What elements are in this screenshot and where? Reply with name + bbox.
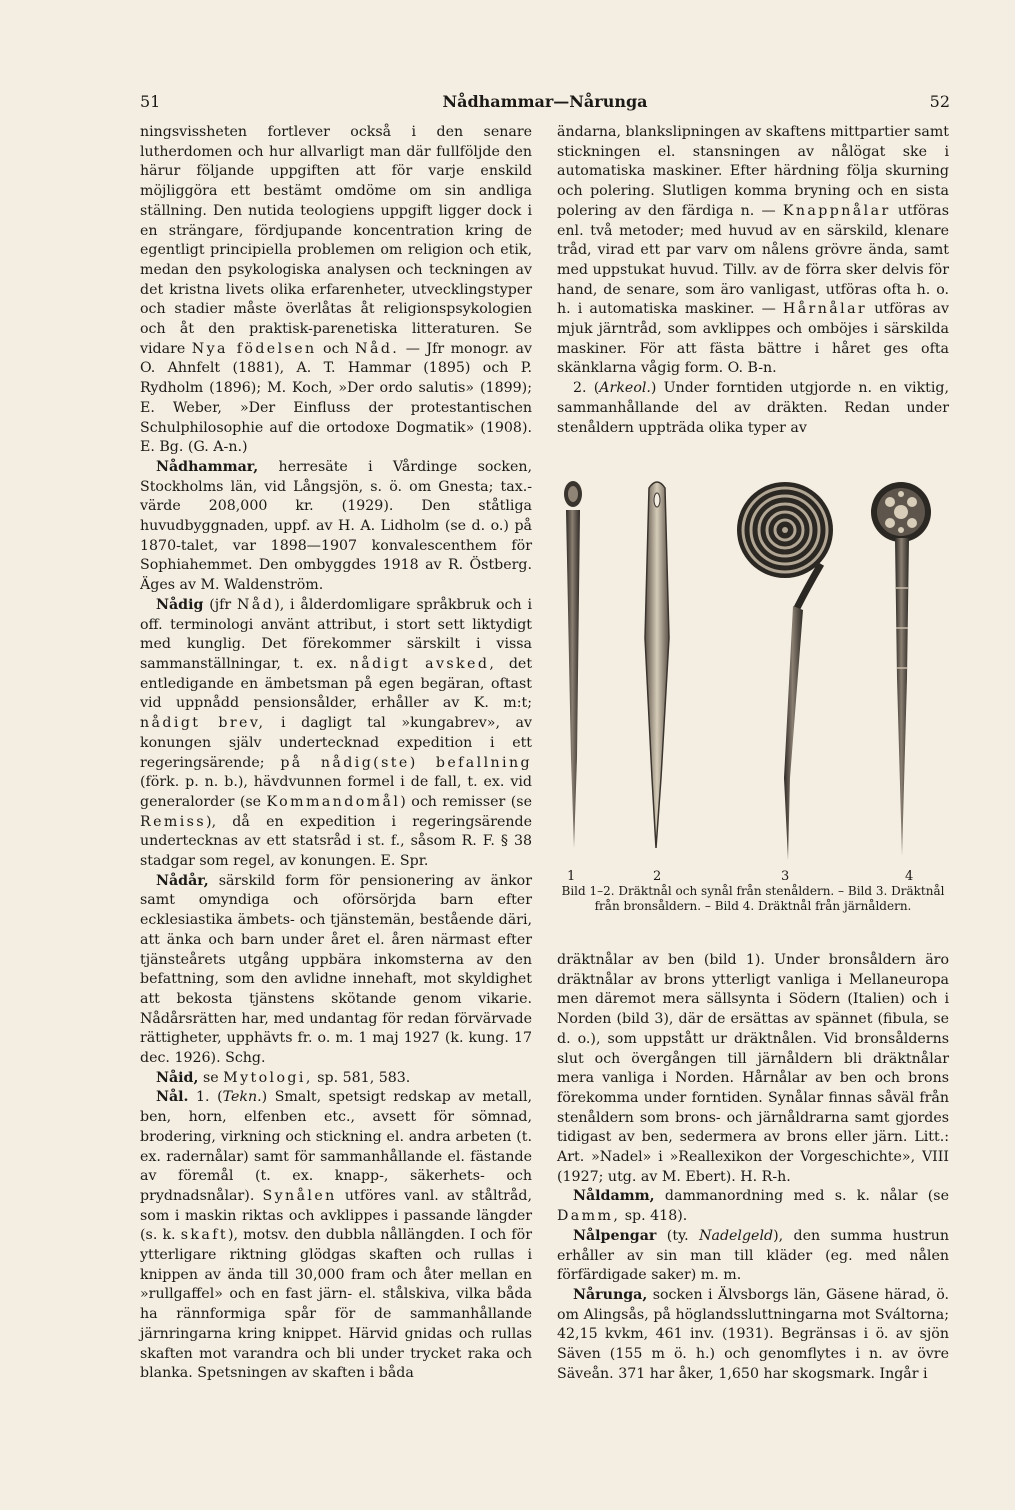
figure-label-3: 3 <box>781 869 790 884</box>
entry-naid: Nåid, se Mytologi, sp. 581, 583. <box>156 1069 411 1086</box>
entry-nal-continued: ändarna, blankslipningen av skaftens mittpartier samt stickningen el. stansningen av nålögat ske i automatiska maskiner. Efter härdning följa skurning och polering. Slutligen komma bryning och en sista polering av den färdiga n. — Knappnålar utföras enl. två metoder; med huvud av en särskild, klenare tråd, virad ett par varv om nålens grövre ända, samt med uppstukat huvud. Tillv. av de förra sker delvis för hand, de senare, som äro vanligast, utföras ofta h. o. h. i automatiska maskiner. — Hårnålar utföras av mjuk järntråd, som avklippes och omböjes i särskilda maskiner. För att fästa bättre i håret ges ofta skänklarna vågig form. O. B-n. <box>557 124 949 377</box>
entry-head: Nårunga, <box>573 1286 648 1303</box>
entry-nadig: Nådig (jfr Nåd), i ålderdomligare språkbruk och i off. terminologi använt attribut, i stort sett liktydigt med kunglig. Det förekommer särskilt i vissa sammanställningar, t. ex. nådigt avsked, det entledigande en ämbetsman på egen begäran, oftast vid uppnådd pensionsålder, erhåller av K. m:t; nådigt brev, i dagligt tal »kungabrev», av konungen själv undertecknad expedition i ett regeringsärende; på nådig(ste) befallning (förk. p. n. b.), hävdvunnen formel i de fall, t. ex. vid generalorder (se Kommandomål) och remisser (se Remiss), då en expedition i regeringsärende undertecknas av ett statsråd i st. f., såsom R. F. § 38 stadgar som regel, av konungen. E. Spr. <box>140 596 533 870</box>
figure-label-4: 4 <box>905 869 914 884</box>
entry-nal-arkeol: 2. (Arkeol.) Under forntiden utgjorde n. en viktig, sammanhållande del av dräkten. Redan under stenåldern uppträda olika typer av <box>557 380 949 436</box>
figure-label-1: 1 <box>567 869 576 884</box>
disc-pin-4 <box>871 482 931 856</box>
needles-illustration <box>557 478 949 878</box>
entry-nal-arkeol-continued: dräktnålar av ben (bild 1). Under bronsåldern äro dräktnålar av brons ytterligt vanliga i Mellaneuropa men däremot mera sällsynta i Södern (Italien) och i Norden (bild 3), där de ersättas av spännet (fibula, se d. o.), som uppstått ur dräktnålen. Vid bronsålderns slut och övergången till järnåldern bli dräktnålar mera vanliga i Norden. Hårnålar av ben och brons förekomma under forntiden. Synålar finnas såväl från stenåldern som brons- och järnåldrarna samt gjordes tidigast av ben, sedermera av brons eller järn. Litt.: Art. »Nadel» i »Reallexikon der Vorgeschichte», VIII (1927; utg. av M. Ebert). H. R-h. <box>557 952 949 1185</box>
figure-caption: Bild 1–2. Dräktnål och synål från stenåldern. – Bild 3. Dräktnål från bronsåldern. – Bild 4. Dräktnål från järnåldern. <box>561 884 945 913</box>
page-header <box>140 92 950 116</box>
page-number-right: 52 <box>929 92 950 111</box>
right-column-bottom <box>557 951 949 1384</box>
paragraph-nad-continued: ningsvissheten fortlever också i den senare lutherdomen och hur allvarligt man där fullföljde den härur följande uppgiften att för varje enskild möjliggöra ett bestämt omdöme om sin andliga ställning. Den nutida teologiens uppgift ligger dock i en strängare, fördjupande koncentration kring de egentligt principiella problemen om religion och etik, medan den psykologiska analysen och teckningen av det kristna livets olika erfarenheter, utvecklingstyper och stadier måste överlåtas åt religionspsykologien och åt den praktisk-parenetiska litteraturen. Se vidare Nya födelsen och Nåd. — Jfr monogr. av O. Ahnfelt (1881), A. T. Hammar (1895) och P. Rydholm (1896); M. Koch, »Der ordo salutis» (1899); E. Weber, »Der Einfluss der protestantischen Schulphilosophie auf die ortodoxe Dogmatik» (1908). E. Bg. (G. A-n.) <box>140 124 533 456</box>
left-column <box>140 123 532 1384</box>
figure-label-2: 2 <box>653 869 662 884</box>
running-title: Nådhammar—Nårunga <box>442 92 648 111</box>
entry-head: Nådig <box>156 596 204 613</box>
entry-head: Nåid, <box>156 1069 199 1086</box>
sewing-needle-2 <box>645 482 669 848</box>
entry-nadhammar: Nådhammar, herresäte i Vårdinge socken, Stockholms län, vid Långsjön, s. ö. om Gnesta; tax.-värde 208,000 kr. (1929). Den ståtliga huvudbyggnaden, uppf. av H. A. Lidholm (se d. o.) på 1870-talet, var 1898—1907 konvalescenthem för Sophiahemmet. Den ombyggdes 1918 av R. Östberg. Äges av M. Waldenström. <box>140 458 532 594</box>
entry-head: Nådår, <box>156 872 209 889</box>
bone-pin-1 <box>564 481 582 848</box>
needles-figure <box>557 478 949 933</box>
entry-head: Nål. <box>156 1089 189 1106</box>
entry-nalpengar: Nålpengar (ty. Nadelgeld), den summa hustrun erhåller av sin man till kläder (eg. med nålen förfärdigade saker) m. m. <box>557 1227 949 1284</box>
entry-narunga: Nårunga, socken i Älvsborgs län, Gäsene härad, ö. om Alingsås, på höglandssluttningarna mot Sváltorna; 42,15 kvkm, 461 inv. (1931). Begränsas i ö. av sjön Säven (155 m ö. h.) och genomflytes i n. av övre Säveån. 371 har åker, 1,650 har skogsmark. Ingår i <box>557 1286 949 1382</box>
entry-head: Nålpengar <box>573 1227 657 1244</box>
entry-nal: Nål. 1. (Tekn.) Smalt, spetsigt redskap av metall, ben, horn, elfenben etc., avsett för sömnad, brodering, virkning och stickning el. andra arbeten (t. ex. radernålar) samt för sammanhållande el. fästande av föremål (t. ex. knapp-, säkerhets- och prydnadsnålar). Synålen utföres vanl. av ståltråd, som i maskin riktas och avklippes i passande längder (s. k. skaft), motsv. den dubbla nållängden. I och för ytterligare riktning glödgas skaften och rullas i knippen av ända till 30,000 fram och åter mellan en »rullgaffel» och en fast järn- el. stålskiva, vilka båda ha rännformiga spår för de sammanhållande järnringarna kring knippet. Härvid gnidas och rullas skaften mot varandra och bli under trycket raka och blanka. Spetsningen av skaften i båda <box>140 1089 533 1382</box>
entry-head: Nådhammar, <box>156 458 259 475</box>
spiral-pin-3 <box>737 482 833 860</box>
entry-nadar: Nådår, särskild form för pensionering av änkor samt omyndiga och oförsörjda barn efter ecklesiastika ämbets- och tjänstemän, bestående däri, att änka och barn under året el. åren närmast efter tjänsteårets utgång uppbära inkomsterna av den befattning, som den avlidne innehaft, mot skyldighet att bekosta tjänstens skötande genom vikarie. Nådårsrätten har, med undantag för redan förvärvade rättigheter, upphävts fr. o. m. 1 maj 1927 (k. kung. 17 dec. 1926). Schg. <box>140 872 532 1067</box>
page-number-left: 51 <box>140 92 161 111</box>
entry-head: Nåldamm, <box>573 1188 655 1205</box>
entry-naldamm: Nåldamm, dammanordning med s. k. nålar (se Damm, sp. 418). <box>557 1188 949 1225</box>
right-column-top <box>557 123 949 438</box>
